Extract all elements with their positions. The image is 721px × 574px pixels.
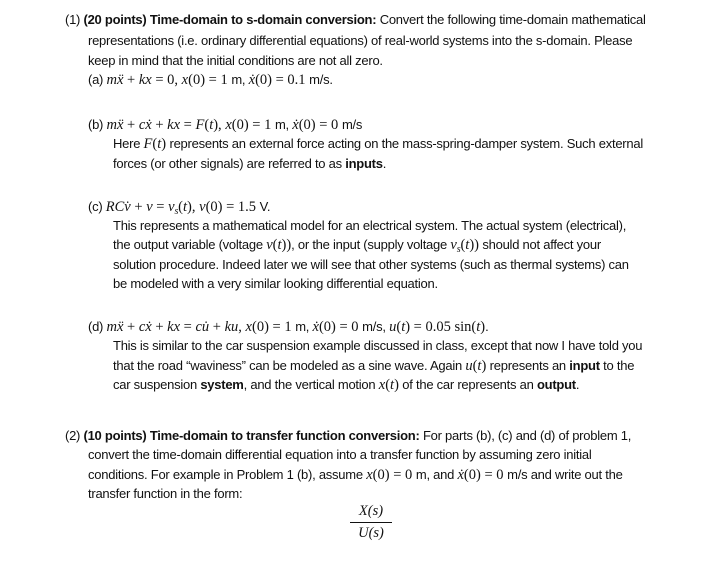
text-segment: transfer function in the form: [88,486,243,501]
math-segment: ( [472,358,478,374]
text-segment: represents an [486,358,570,373]
fraction-denominator: U(s) [358,525,384,541]
math-segment: u [389,319,397,335]
math-segment: ) = 0.05 sin( [405,319,477,335]
math-segment: ( [204,117,210,133]
text-segment: (c) [88,199,106,214]
math-segment: (0) = 0 [463,467,508,483]
math-segment: = [180,117,196,133]
text-line [88,318,488,336]
math-segment: t [465,237,470,253]
text-segment: solution procedure. Indeed later we will see that other systems (such as thermal systems) can [113,257,629,272]
text-segment: , and the vertical motion [243,377,379,392]
bold-text: input [569,358,600,373]
math-segment: ( [178,199,183,215]
bold-text: output [536,377,576,392]
math-segment: ) [481,358,487,374]
text-line [113,155,386,173]
math-segment: mẍ [106,319,124,335]
text-segment: , or the input (supply voltage [291,237,451,252]
text-line [88,446,592,464]
text-segment: keep in mind that the initial conditions are not all zero. [88,53,383,68]
math-segment: t [401,319,406,335]
math-segment: RCv̇ [105,199,131,215]
math-segment: (0) = 1 [251,319,296,335]
math-segment: t [209,117,214,133]
bold-text: (10 points) Time-domain to transfer function conversion: [83,428,423,443]
text-line [113,376,579,394]
math-segment: kx [167,117,181,133]
math-segment: = 0, [151,72,182,88]
text-line [88,485,242,503]
text-line [88,32,632,50]
text-segment: Here [113,136,144,151]
math-segment: x [378,377,386,393]
math-segment: x [366,467,373,483]
math-segment: t [157,136,162,152]
math-segment: cẋ [138,319,152,335]
math-segment: t [183,199,188,215]
math-segment: t [277,237,282,253]
text-segment: m, [295,319,313,334]
math-segment: v [199,199,206,215]
math-segment: ), [187,199,200,215]
text-segment: to the [599,358,635,373]
text-line [65,11,646,29]
math-segment: ẋ [312,319,319,335]
math-segment: )) [469,237,479,253]
text-line [113,357,634,375]
text-line [88,116,362,134]
math-segment: ẋ [457,467,464,483]
math-segment: x [225,117,232,133]
text-line [113,217,626,235]
math-segment: mẍ [106,117,124,133]
math-segment: ) [161,136,167,152]
math-segment: mẍ [106,72,124,88]
text-segment: representations (i.e. ordinary differential equations) of real-world systems into the s-domain. Please [88,33,633,48]
math-segment: v [266,237,273,253]
text-segment: m/s [341,117,363,132]
math-segment: ku [224,319,239,335]
text-segment: (d) [88,319,107,334]
math-segment: ẋ [292,117,299,133]
math-segment: kx [138,72,152,88]
math-segment: ẋ [248,72,256,88]
math-segment: t [390,377,395,393]
text-line [65,427,631,445]
math-segment: kx [167,319,181,335]
text-segment: conditions. For example in Problem 1 (b), assume [88,467,367,482]
math-segment: cẋ [138,117,152,133]
text-line [113,337,642,355]
math-segment: (0) = 1.5 [205,199,260,215]
text-line [88,52,383,70]
text-segment: For parts (b), (c) and (d) of problem 1, [422,428,632,443]
transfer-function-fraction [350,503,392,542]
math-segment: ) [394,377,399,393]
text-segment: the output variable (voltage [113,237,267,252]
math-segment: F [195,117,205,133]
math-segment: ( [152,136,158,152]
math-segment: (0) = 1 [231,117,275,133]
math-segment: (0) = 0.1 [255,72,310,88]
math-segment: x [181,72,189,88]
math-segment: ), [213,117,226,133]
text-segment: m/s and write out the [507,467,623,482]
bold-text: system [200,377,244,392]
math-segment: + [123,72,139,88]
math-segment: t [476,319,481,335]
math-segment: = [152,199,169,215]
text-segment: (a) [88,72,107,87]
math-segment: ( [396,319,402,335]
text-line [113,135,643,153]
text-segment: . [485,319,489,334]
text-segment: V. [259,199,271,214]
math-segment: , [238,319,246,335]
math-segment: + [151,117,168,133]
math-segment: s [174,206,179,217]
text-segment: (2) [65,428,84,443]
text-segment: . [575,377,580,392]
text-segment: (1) [65,12,84,27]
text-line [88,466,623,484]
math-segment: ( [460,237,466,253]
math-segment: F [143,136,153,152]
text-segment: This represents a mathematical model for an electrical system. The actual system (electrical), [113,218,627,233]
math-segment: + [123,319,139,335]
math-segment: cu̇ [195,319,210,335]
math-segment: v [450,237,457,253]
text-segment: m/s, [362,319,390,334]
math-segment: t [477,358,482,374]
text-segment: Convert the following time-domain mathematical [379,12,646,27]
text-segment: (b) [88,117,107,132]
text-segment: m, and [415,467,458,482]
text-segment: be modeled with a very similar looking differential equation. [113,276,438,291]
text-segment: m/s. [309,72,333,87]
fraction-numerator: X(s) [358,503,384,519]
bold-text: inputs [345,156,383,171]
math-segment: u [465,358,473,374]
math-segment: ) [480,319,486,335]
math-segment: + [123,117,139,133]
math-segment: + [130,199,147,215]
fraction-bar [350,522,392,523]
text-segment: car suspension [113,377,201,392]
text-segment: . [382,156,387,171]
math-segment: v [146,199,153,215]
math-segment: + [209,319,225,335]
bold-text: (20 points) Time-domain to s-domain conversion: [83,12,380,27]
text-line [113,275,438,293]
math-segment: ( [272,237,278,253]
text-line [88,71,333,89]
math-segment: + [151,319,168,335]
text-segment: represents an external force acting on the mass-spring-damper system. Such external [166,136,643,151]
math-segment: s [456,244,461,255]
text-segment: m, [274,117,293,132]
text-line [113,256,629,274]
math-segment: v [168,199,175,215]
text-segment: convert the time-domain differential equation into a transfer function by assuming zero initial [88,447,592,462]
math-segment: )) [281,237,292,253]
text-segment: of the car represents an [398,377,537,392]
math-segment: (0) = 0 [298,117,342,133]
math-segment: x [245,319,252,335]
math-segment: (0) = 0 [318,319,363,335]
text-segment: that the road “waviness” can be modeled as a sine wave. Again [113,358,466,373]
text-segment: should not affect your [479,237,601,252]
text-segment: forces (or other signals) are referred to as [113,156,346,171]
math-segment: = [180,319,196,335]
text-segment: m, [231,72,249,87]
math-segment: (0) = 0 [372,467,416,483]
math-segment: ( [385,377,391,393]
text-segment: This is similar to the car suspension example discussed in class, except that now I have told you [113,338,643,353]
math-segment: (0) = 1 [188,72,232,88]
